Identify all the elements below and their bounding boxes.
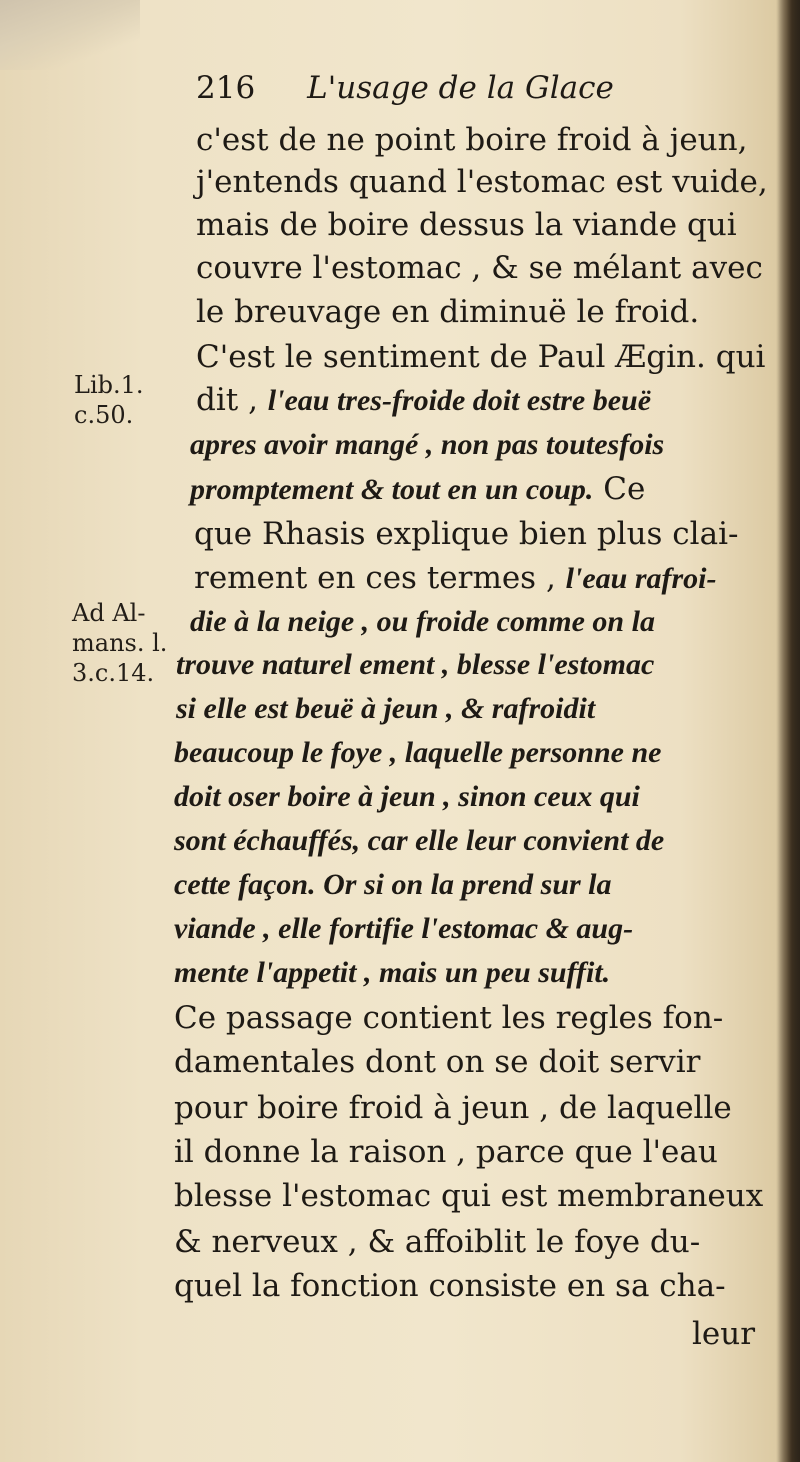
margin-note-line: Lib.1. [74, 371, 144, 399]
text-line-content [174, 730, 661, 775]
text-line [0, 1040, 800, 1084]
italic-quote-text: doit oser boire à jeun , sinon ceux qui [174, 780, 640, 813]
body-text: j'entends quand l'estomac est vuide, [196, 164, 768, 200]
text-line [0, 1130, 800, 1174]
text-line [0, 203, 800, 247]
text-line-content [174, 1086, 732, 1130]
italic-quote-text: l'eau tres-froide doit estre beuë [267, 384, 652, 417]
text-line [0, 335, 800, 379]
text-line-content [176, 642, 654, 687]
text-line-content [174, 906, 633, 951]
body-text: mais de boire dessus la viande qui [196, 207, 737, 243]
text-line [0, 422, 800, 466]
italic-quote-text: die à la neige , ou froide comme on la [190, 605, 655, 638]
body-text: il donne la raison , parce que l'eau [174, 1134, 718, 1170]
text-line-content [196, 203, 737, 247]
body-text: blesse l'estomac qui est membraneux [174, 1178, 764, 1214]
text-line-content [196, 246, 763, 290]
italic-quote-text: cette façon. Or si on la prend sur la [174, 868, 612, 901]
italic-quote-text: apres avoir mangé , non pas toutesfois [190, 428, 665, 461]
body-text: que Rhasis explique bien plus clai- [194, 516, 739, 552]
text-line [0, 642, 800, 686]
text-line [0, 996, 800, 1040]
body-text: Ce [593, 471, 646, 507]
body-text: rement en ces termes , [194, 560, 566, 596]
text-line-content [190, 467, 645, 512]
body-text: leur [692, 1316, 756, 1352]
body-text: C'est le sentiment de Paul Ægin. qui [196, 339, 766, 375]
italic-quote-text: mente l'appetit , mais un peu suffit. [174, 956, 611, 989]
text-line [0, 906, 800, 950]
body-text: dit , [196, 382, 268, 418]
text-line-content [196, 160, 768, 204]
text-line-content [174, 950, 610, 995]
text-line [0, 730, 800, 774]
body-text: couvre l'estomac , & se mélant avec [196, 250, 763, 286]
running-title: L'usage de la Glace [307, 70, 614, 106]
text-line [0, 467, 800, 511]
text-line-content [174, 1040, 700, 1084]
text-line-content [174, 1130, 718, 1174]
italic-quote-text: trouve naturel ement , blesse l'estomac [176, 648, 655, 681]
text-line [0, 246, 800, 290]
text-line-content [174, 1264, 726, 1308]
text-line [0, 160, 800, 204]
text-line-content [196, 335, 765, 379]
text-line-content [196, 290, 699, 334]
text-line [0, 378, 800, 422]
body-text: & nerveux , & affoiblit le foye du- [174, 1224, 701, 1260]
text-line [0, 1312, 800, 1356]
text-line-content [190, 599, 655, 644]
page-number: 216 [196, 70, 256, 106]
text-line-content [174, 996, 723, 1040]
text-line [0, 686, 800, 730]
text-line-content [174, 774, 640, 819]
italic-quote-text: beaucoup le foye , laquelle personne ne [174, 736, 662, 769]
body-text: le breuvage en diminuë le froid. [196, 294, 700, 330]
text-line-content [194, 512, 738, 556]
margin-note-line: 3.c.14. [72, 659, 155, 687]
text-line-content [174, 862, 612, 907]
margin-note-line: c.50. [74, 401, 134, 429]
text-line-content [174, 1174, 763, 1218]
italic-quote-text: promptement & tout en un coup. [190, 473, 594, 506]
body-text: damentales dont on se doit servir [174, 1044, 701, 1080]
margin-note-line: mans. l. [72, 629, 168, 657]
text-line-content [176, 686, 595, 731]
text-line [0, 1086, 800, 1130]
margin-note-line: Ad Al- [72, 599, 146, 627]
text-line-content [194, 556, 717, 601]
italic-quote-text: viande , elle fortifie l'estomac & aug- [174, 912, 634, 945]
text-line [0, 118, 800, 162]
text-line [0, 1264, 800, 1308]
text-line [0, 774, 800, 818]
italic-quote-text: sont échauffés, car elle leur convient de [174, 824, 665, 857]
text-line [0, 1174, 800, 1218]
text-line [0, 818, 800, 862]
page-corner-shadow [0, 0, 140, 70]
text-line-content [196, 118, 747, 162]
text-line-content [174, 1220, 700, 1264]
running-header [196, 68, 614, 108]
text-line-content [196, 378, 651, 423]
text-line [0, 290, 800, 334]
text-line-content [692, 1312, 755, 1356]
text-line [0, 599, 800, 643]
text-line [0, 556, 800, 600]
text-line-content [190, 422, 664, 467]
italic-quote-text: l'eau rafroi- [565, 562, 717, 595]
text-line [0, 862, 800, 906]
body-text: c'est de ne point boire froid à jeun, [196, 122, 748, 158]
text-line [0, 512, 800, 556]
text-line [0, 1220, 800, 1264]
italic-quote-text: si elle est beuë à jeun , & rafroidit [176, 692, 596, 725]
body-text: Ce passage contient les regles fon- [174, 1000, 724, 1036]
body-text: quel la fonction consiste en sa cha- [174, 1268, 726, 1304]
body-text: pour boire froid à jeun , de laquelle [174, 1090, 732, 1126]
text-line-content [174, 818, 664, 863]
text-line [0, 950, 800, 994]
